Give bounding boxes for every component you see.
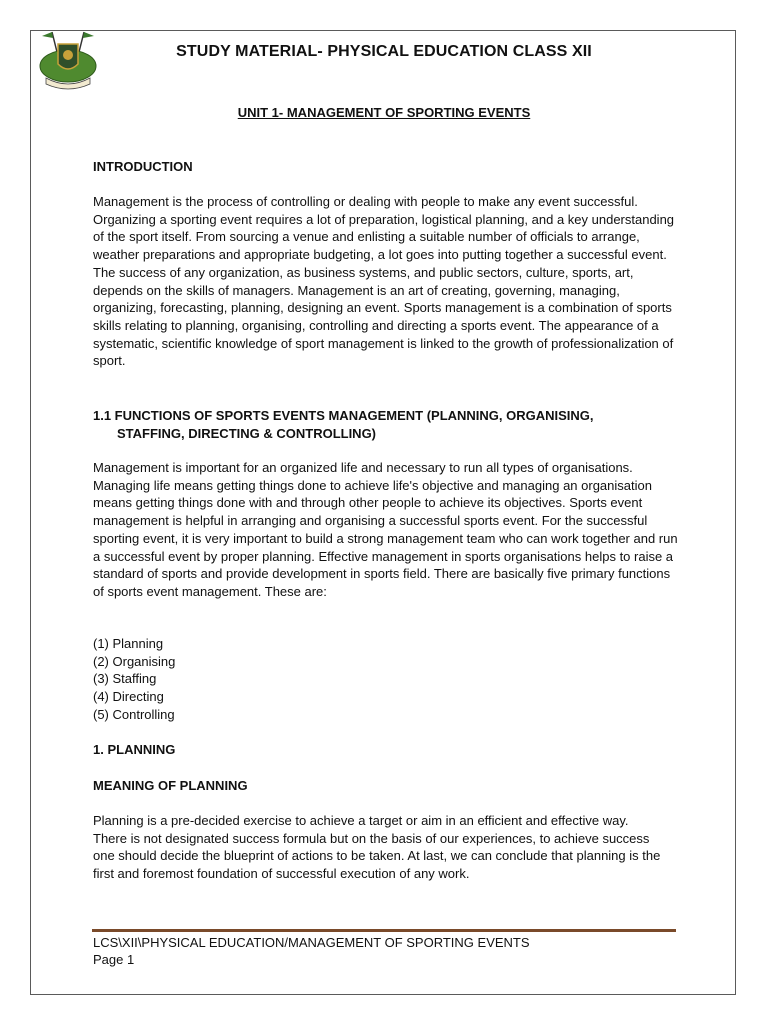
introduction-heading: INTRODUCTION [93, 159, 193, 174]
document-title: STUDY MATERIAL- PHYSICAL EDUCATION CLASS XII [176, 43, 592, 60]
functions-list [93, 635, 693, 724]
footer-rule [92, 929, 676, 932]
unit-title: UNIT 1- MANAGEMENT OF SPORTING EVENTS [237, 105, 531, 120]
planning-subheading: MEANING OF PLANNING [93, 778, 248, 793]
list-item: (4) Directing [93, 689, 164, 705]
planning-heading: 1. PLANNING [93, 742, 176, 757]
introduction-paragraph: Management is the process of controlling or dealing with people to make any event successful. Organizing a sporting event requires a lot of preparation, logistical planning, and a key understanding of the sport itself. From sourcing a venue and enlisting a suitable number of officials to arrange, weather preparations and appropriate budgeting, a lot goes into putting together a successful event. The success of any organization, as business systems, and public sectors, culture, sports, art, depends on the skills of managers. Management is an art of creating, governing, managing, organizing, forecasting, planning, designing an event. Sports management is a combination of sports skills relating to planning, organising, controlling and directing a sports event. The appearance of a systematic, scientific knowledge of sport management is linked to the growth of professionalization of sport. [93, 194, 675, 369]
school-emblem-icon [34, 28, 102, 96]
page-footer [93, 934, 530, 968]
functions-heading-line2: STAFFING, DIRECTING & CONTROLLING) [117, 426, 377, 441]
list-item: (1) Planning [93, 636, 164, 651]
list-item: (2) Organising [93, 653, 176, 669]
list-item: (5) Controlling [93, 706, 175, 722]
list-item: (3) Staffing [93, 671, 157, 687]
functions-paragraph: Management is important for an organized life and necessary to run all types of organisations. Managing life means getting things done to achieve life's objective and managing an organisation means getting things done with and through other people to achieve its objectives. Sports event management is helpful in arranging and organising a successful sports event. For the successful sporting event, it is very important to build a strong management team who can work together and run a successful event by proper planning. Effective management in sports organisations helps to raise a standard of sports and provide development in sports field. There are basically five primary functions of sports event management. These are: [93, 460, 678, 599]
footer-path: LCS\XII\PHYSICAL EDUCATION/MANAGEMENT OF SPORTING EVENTS [93, 935, 530, 950]
functions-heading-line1: 1.1 FUNCTIONS OF SPORTS EVENTS MANAGEMENT (PLANNING, ORGANISING, [93, 408, 594, 423]
footer-page-number: Page 1 [93, 952, 135, 967]
planning-paragraph: Planning is a pre-decided exercise to achieve a target or aim in an efficient and effective way. There is not designated success formula but on the basis of our experiences, to achieve success one should decide the blueprint of actions to be taken. At last, we can conclude that planning is the first and foremost foundation of successful execution of any work. [93, 813, 661, 882]
